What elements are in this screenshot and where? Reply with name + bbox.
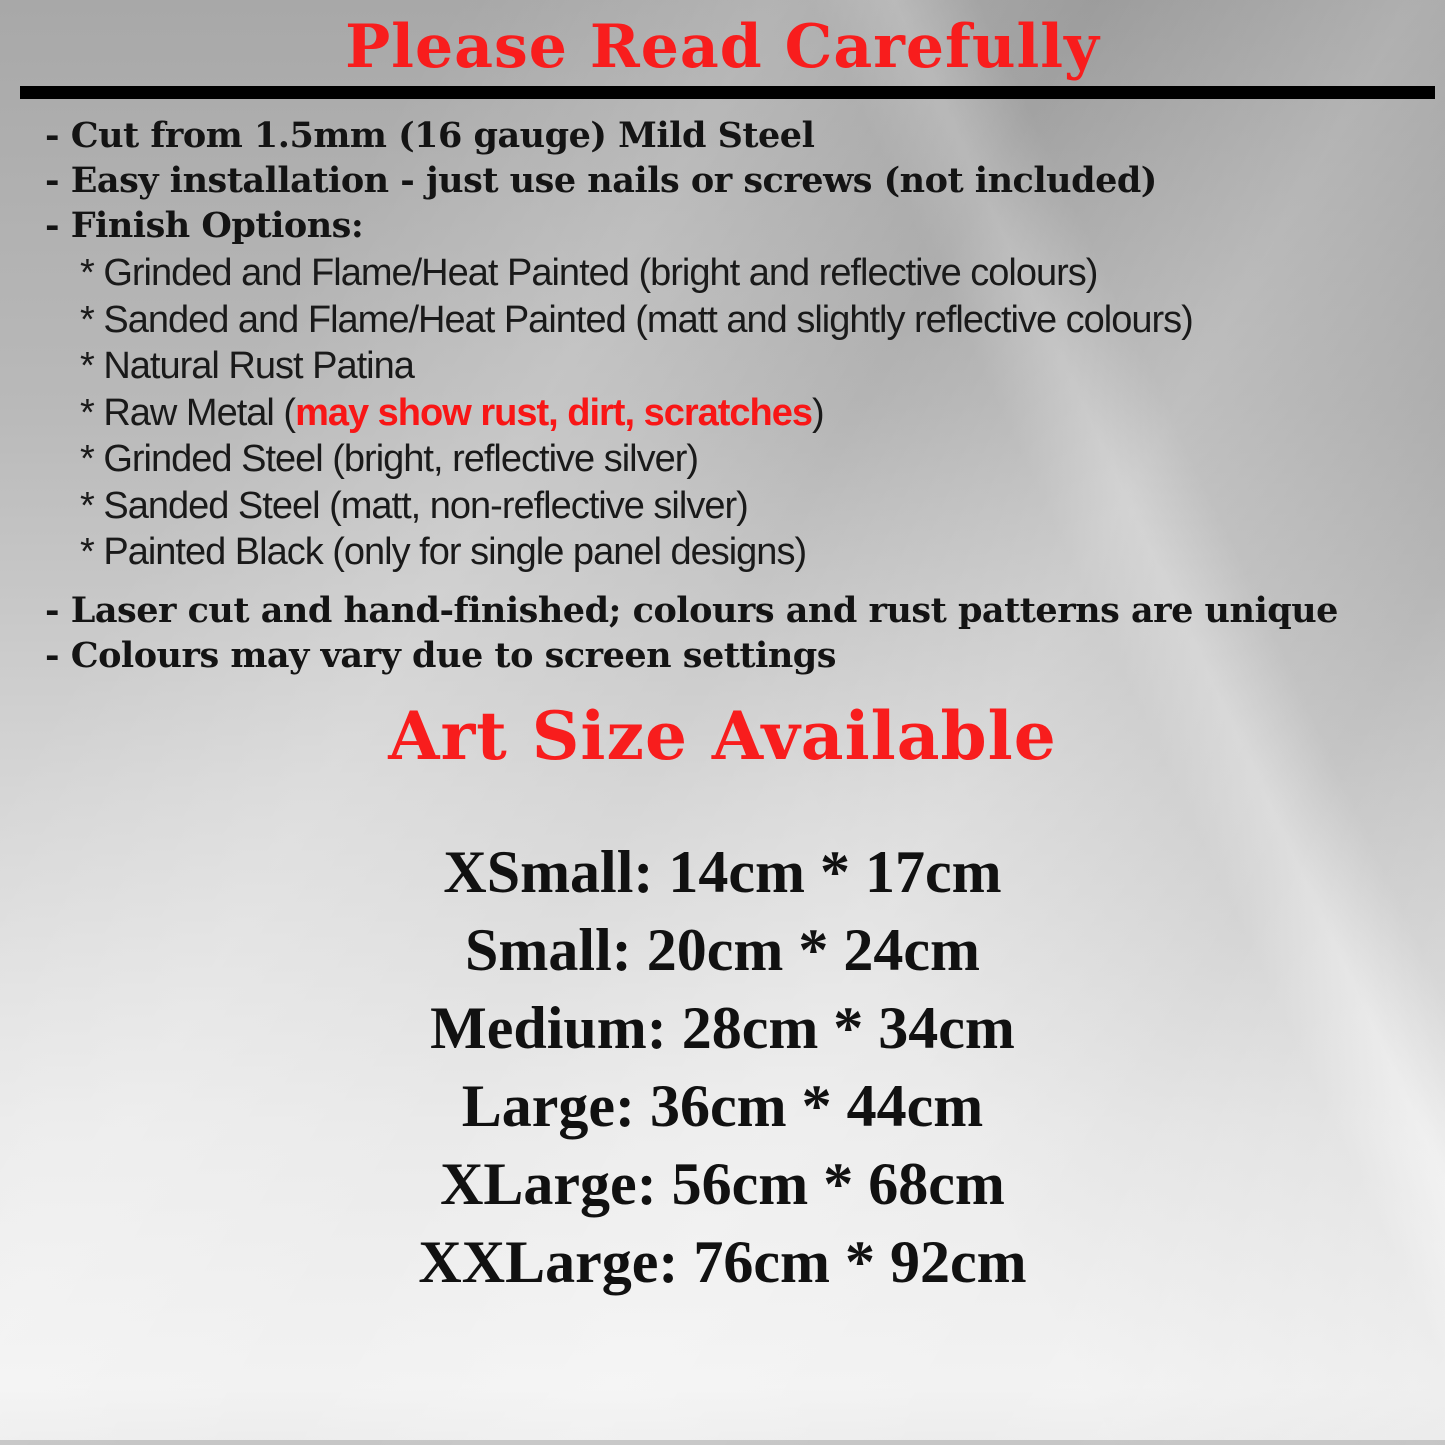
note-item-handfinished: - Laser cut and hand-finished; colours and rust patterns are unique (45, 589, 1338, 631)
finish-option-grinded-steel: * Grinded Steel (bright, reflective silver) (80, 438, 699, 480)
size-item-xsmall: XSmall: 14cm * 17cm (443, 838, 1002, 905)
size-item-medium: Medium: 28cm * 34cm (430, 994, 1015, 1061)
size-item-large: Large: 36cm * 44cm (461, 1072, 984, 1139)
size-section-heading: Art Size Available (388, 696, 1057, 775)
finish-option-rust-patina: * Natural Rust Patina (80, 345, 414, 387)
page-title: Please Read Carefully (345, 12, 1100, 82)
spec-item-finish-options-label: - Finish Options: (45, 205, 364, 246)
spec-list (0, 113, 1445, 248)
size-item-xxlarge: XXLarge: 76cm * 92cm (418, 1228, 1027, 1295)
size-item-xlarge: XLarge: 56cm * 68cm (440, 1150, 1005, 1217)
size-list (0, 833, 1445, 1301)
size-item-small: Small: 20cm * 24cm (465, 916, 980, 983)
notes-list (0, 588, 1445, 678)
raw-metal-suffix: ) (812, 391, 824, 434)
raw-metal-prefix: * Raw Metal ( (80, 391, 296, 434)
finish-option-sanded-steel: * Sanded Steel (matt, non-reflective silver) (80, 484, 748, 527)
finish-option-grinded-painted: * Grinded and Flame/Heat Painted (bright and reflective colours) (80, 252, 1098, 294)
finish-option-raw-metal (80, 390, 1445, 437)
raw-metal-warning: may show rust, dirt, scratches (295, 391, 813, 434)
note-item-colour-vary: - Colours may vary due to screen settings (45, 634, 836, 676)
finish-option-sanded-painted: * Sanded and Flame/Heat Painted (matt and slightly reflective colours) (80, 298, 1193, 341)
spec-item-installation: - Easy installation - just use nails or screws (not included) (45, 160, 1157, 201)
spec-item-material: - Cut from 1.5mm (16 gauge) Mild Steel (45, 115, 815, 156)
finish-options-list (0, 250, 1445, 576)
finish-option-painted-black: * Painted Black (only for single panel designs) (80, 531, 807, 573)
title-divider (20, 86, 1435, 99)
